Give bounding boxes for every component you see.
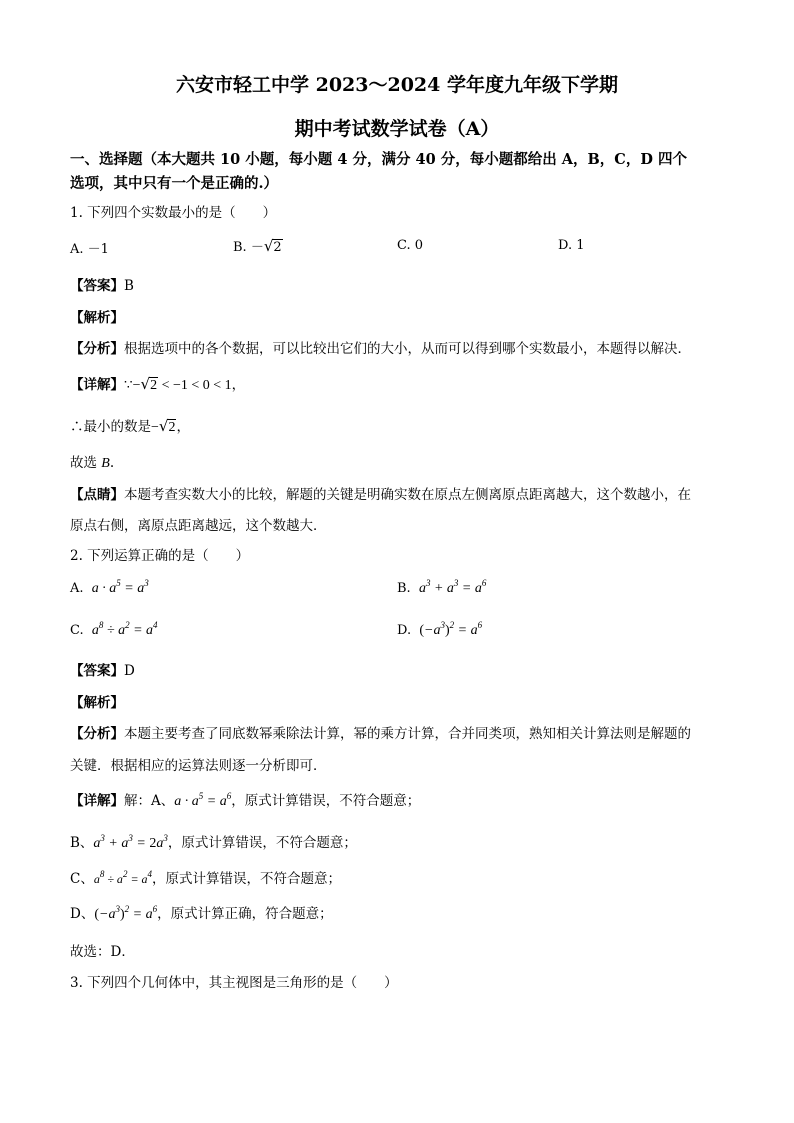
q2-stem: 2. 下列运算正确的是（ ）	[70, 548, 250, 564]
fenxi-tag: 【分析】	[70, 341, 124, 357]
detail-prefix: C、	[70, 871, 94, 887]
q1-therefore	[70, 415, 190, 436]
option-label: B.	[397, 581, 411, 596]
choose-text: 故选	[70, 455, 102, 471]
option-label: C.	[70, 623, 84, 638]
option-label: D.	[397, 623, 412, 638]
therefore-text: ∴最小的数是	[70, 419, 151, 435]
q1-option-c: C. 0	[397, 238, 424, 253]
exam-title-line2: 期中考试数学试卷（A）	[294, 118, 500, 140]
option-label: A.	[70, 581, 84, 596]
comment-text: 本题考查实数大小的比较，解题的关键是明确实数在原点左侧离原点距离越大，这个数越小，在	[124, 487, 691, 503]
analysis-tag: 【解析】	[70, 310, 124, 326]
answer-value: D	[124, 663, 135, 679]
q1-comment-line2: 原点右侧，离原点距离越远，这个数越大．	[70, 518, 327, 534]
q1-comment-line1	[70, 483, 691, 503]
detail-suffix: ，原式计算正确，符合题意；	[157, 906, 333, 922]
q1-analysis-tag	[70, 306, 124, 326]
q2-fenxi-line2: 关键．根据相应的运算法则逐一分析即可．	[70, 758, 327, 774]
q2-analysis-tag	[70, 691, 124, 711]
expr-radicand: 2	[150, 378, 158, 393]
q2-answer	[70, 659, 135, 679]
detail-prefix: 解：A、	[124, 793, 175, 809]
expr-inequality: < −1 < 0 < 1	[158, 378, 232, 393]
fenxi-tag: 【分析】	[70, 726, 124, 742]
detail-suffix: ，原式计算错误，不符合题意；	[167, 835, 357, 851]
answer-tag: 【答案】	[70, 663, 124, 679]
detail-suffix: ，原式计算错误，不符合题意；	[152, 871, 342, 887]
detail-prefix: B、	[70, 835, 94, 851]
because-symbol: ∵	[124, 377, 133, 393]
detail-tag: 【详解】	[70, 793, 124, 809]
q2-option-a: A. $a \cdot a^5 = a^3$	[70, 578, 149, 596]
answer-tag: 【答案】	[70, 278, 124, 294]
q1-option-d: D. 1	[558, 238, 585, 253]
q1-choose	[70, 451, 114, 472]
q1-answer	[70, 274, 134, 294]
detail-prefix: D、	[70, 906, 95, 922]
expr-minus: −	[132, 378, 141, 393]
comment-tag: 【点睛】	[70, 487, 124, 503]
q1-option-b-radicand: 2	[273, 240, 282, 255]
q2-option-c: C. $a^8 \div a^2 = a^4$	[70, 620, 158, 638]
analysis-tag: 【解析】	[70, 695, 124, 711]
section-heading-line1: 一、选择题（本大题共 10 小题，每小题 4 分，满分 40 分，每小题都给出 A，B，C，D 四个	[70, 151, 687, 168]
section-heading-line2: 选项，其中只有一个是正确的.）	[70, 175, 279, 192]
q2-fenxi-line1	[70, 722, 691, 742]
fenxi-text: 根据选项中的各个数据，可以比较出它们的大小，从而可以得到哪个实数最小，本题得以解决．	[124, 341, 691, 357]
sqrt-symbol: √	[263, 237, 274, 255]
detail-tag: 【详解】	[70, 377, 124, 393]
q2-choose: 故选：D．	[70, 944, 135, 960]
sqrt-symbol: √	[140, 375, 151, 393]
q3-stem: 3. 下列四个几何体中，其主视图是三角形的是（ ）	[70, 975, 398, 991]
therefore-radicand: 2	[168, 420, 176, 435]
q2-detail-c: C、$a^8 \div a^2 = a^4$，原式计算错误，不符合题意；	[70, 869, 342, 887]
q1-option-a: A. －1	[70, 242, 109, 257]
therefore-end: ，	[176, 419, 190, 435]
expr-end: ，	[231, 377, 246, 393]
choose-end: .	[109, 455, 115, 471]
q2-option-b: B. $a^3 + a^3 = a^6$	[397, 578, 487, 596]
q1-option-b-label: B. －	[233, 240, 264, 255]
q2-detail-b: B、$a^3 + a^3 = 2a^3$，原式计算错误，不符合题意；	[70, 833, 357, 851]
q1-detail	[70, 373, 245, 394]
q2-option-d: D. $(-a^3)^2 = a^6$	[397, 620, 483, 638]
q2-detail-a: 【详解】解：A、$a \cdot a^5 = a^6$，原式计算错误，不符合题意；	[70, 791, 421, 809]
q1-stem: 1. 下列四个实数最小的是（ ）	[70, 205, 277, 221]
exam-title-line1: 六安市轻工中学 2023～2024 学年度九年级下学期	[176, 74, 618, 96]
answer-value: B	[124, 278, 134, 294]
choose-letter: B	[101, 456, 110, 471]
fenxi-text: 本题主要考查了同底数幂乘除法计算，幂的乘方计算，合并同类项，熟知相关计算法则是解题的	[124, 726, 691, 742]
q2-detail-d: D、$(-a^3)^2 = a^6$，原式计算正确，符合题意；	[70, 904, 333, 922]
q1-fenxi	[70, 337, 691, 357]
detail-suffix: ，原式计算错误，不符合题意；	[231, 793, 421, 809]
sqrt-symbol: √	[158, 417, 169, 435]
therefore-minus: −	[151, 420, 159, 435]
q1-option-b	[233, 236, 283, 255]
